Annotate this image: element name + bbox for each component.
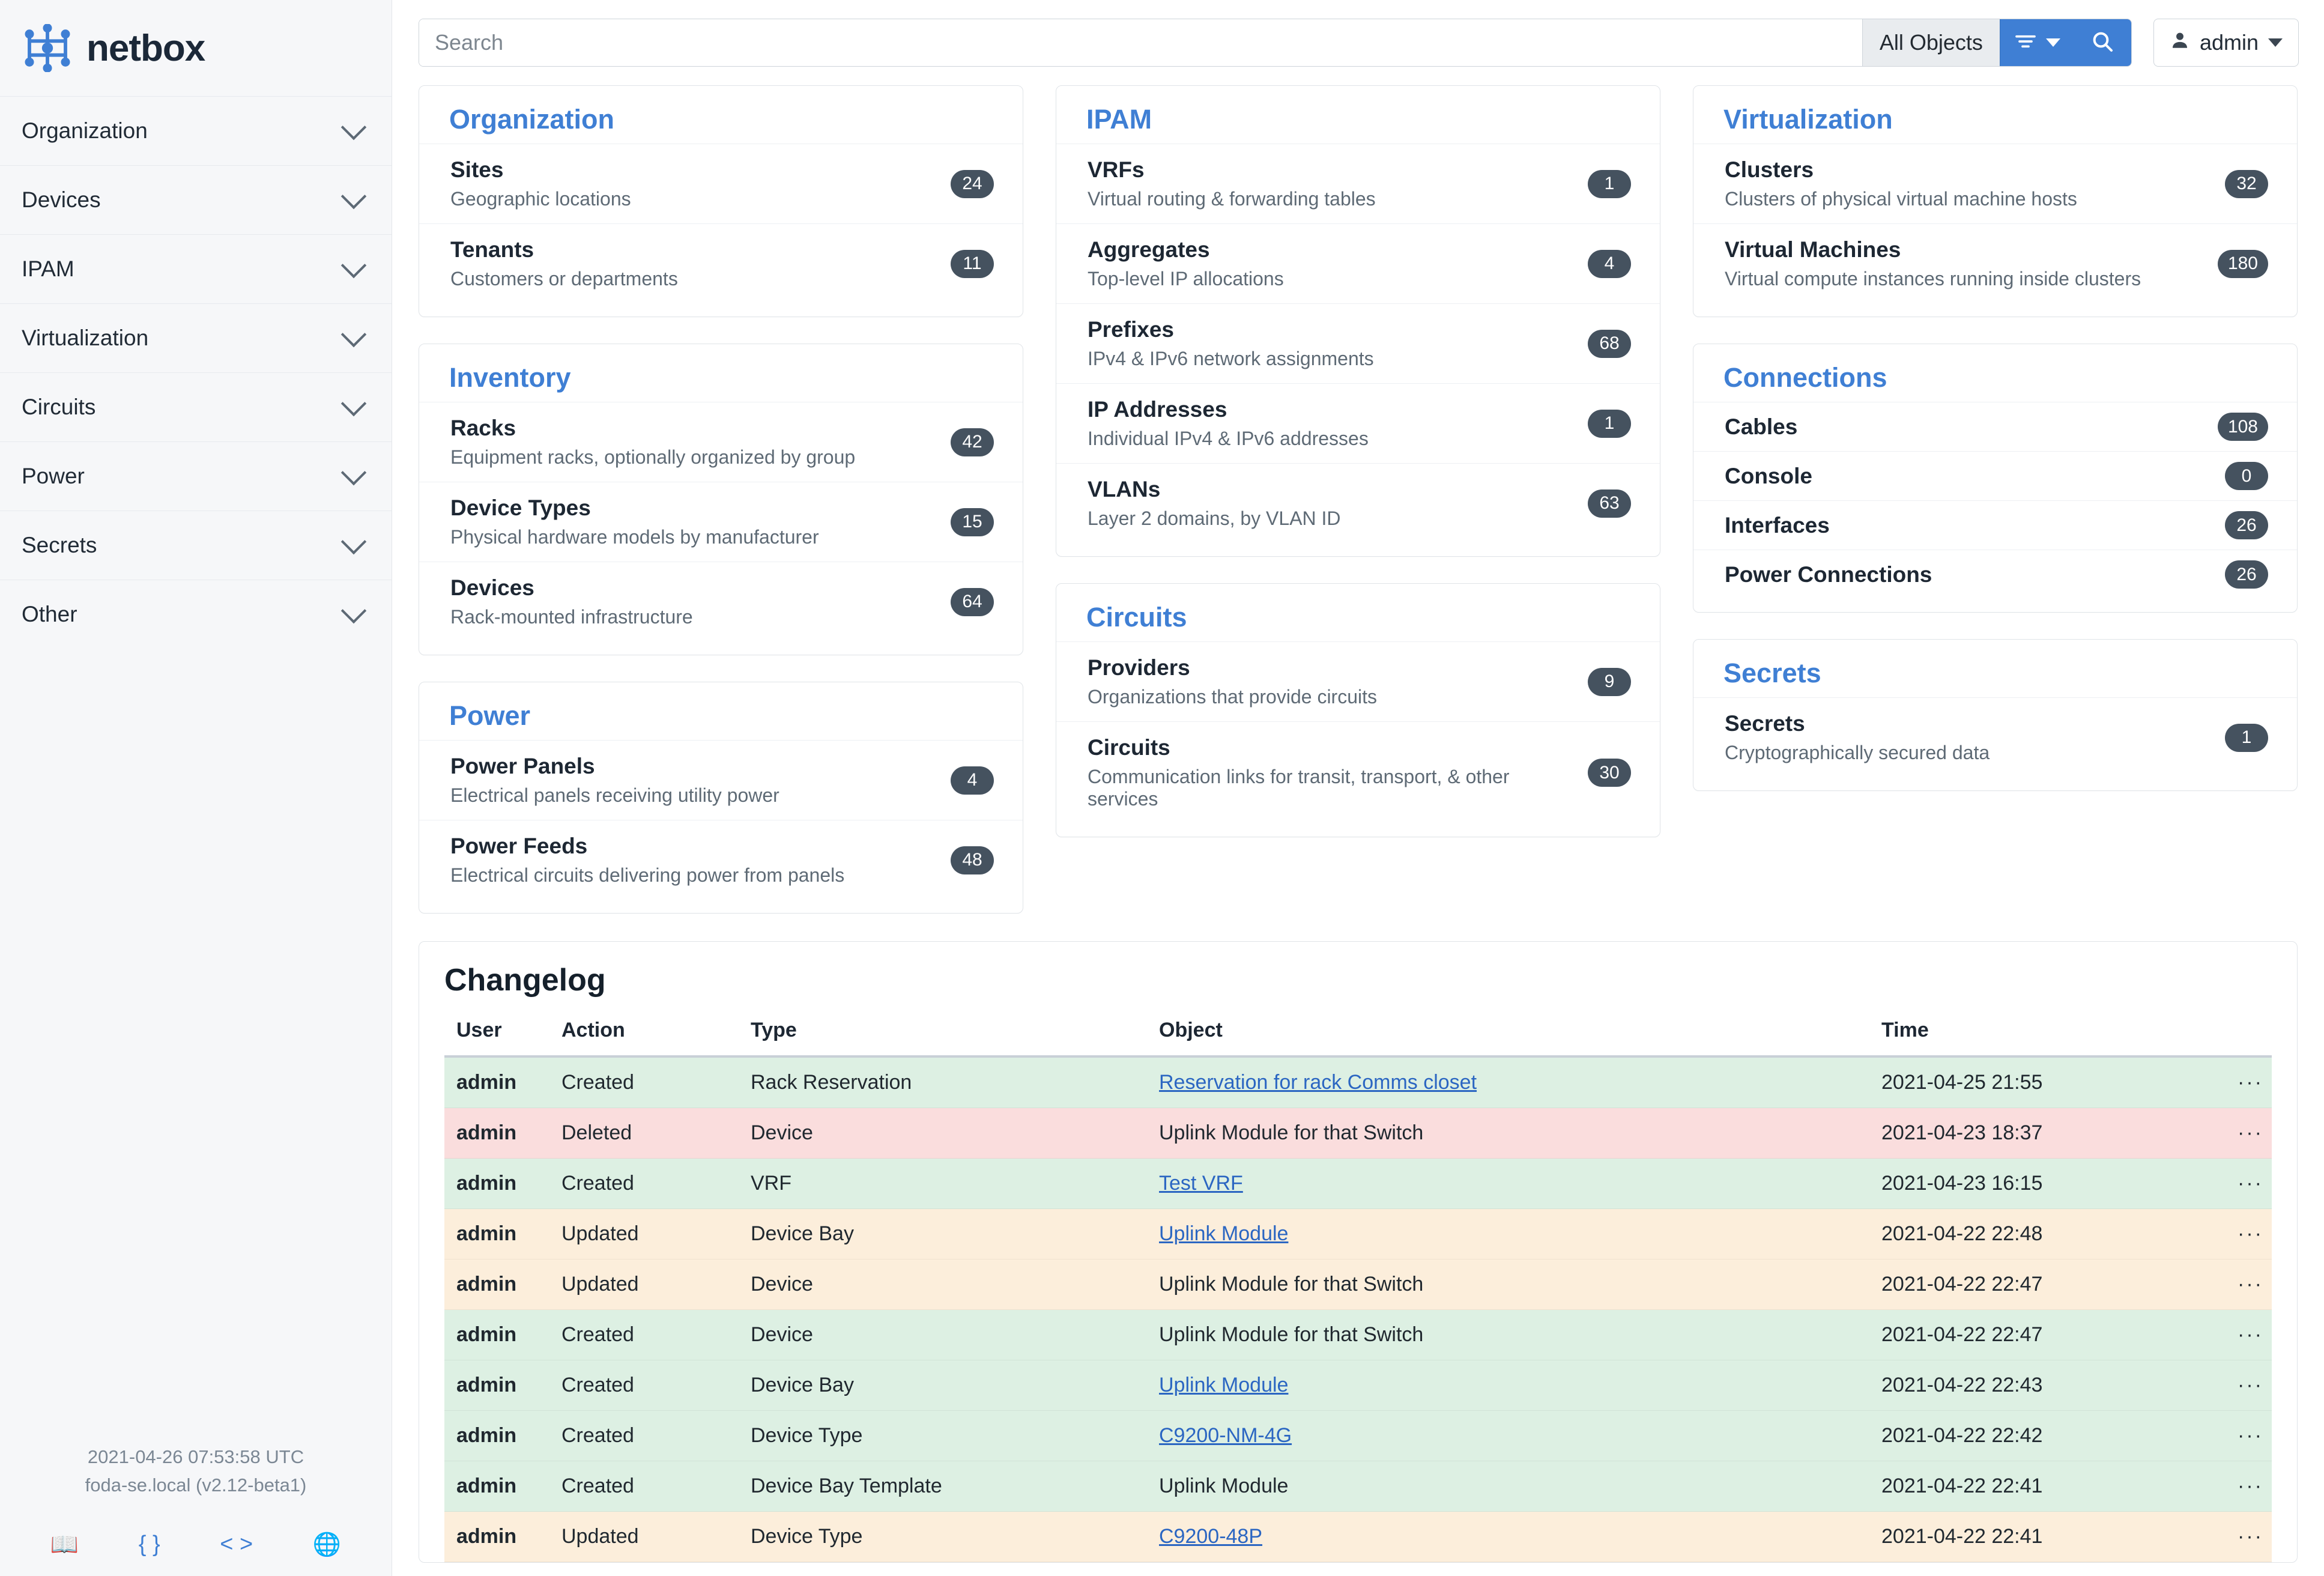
row-cables[interactable] (1693, 402, 2297, 451)
card-circuits (1056, 583, 1660, 837)
card-rows (1693, 144, 2297, 303)
card-virtualization (1693, 85, 2298, 317)
row-clusters[interactable] (1693, 144, 2297, 223)
cell-type: Device Bay (739, 1209, 1147, 1259)
row-power-panels[interactable] (419, 740, 1023, 820)
row-count-badge: 64 (951, 588, 994, 616)
row-console[interactable] (1693, 451, 2297, 500)
row-count-badge: 180 (2218, 250, 2268, 278)
row-menu-button[interactable]: ··· (2206, 1461, 2272, 1512)
table-row[interactable] (444, 1056, 2272, 1108)
cell-object: Uplink Module for that Switch (1147, 1259, 1869, 1310)
card-rows (1693, 697, 2297, 777)
braces-icon[interactable]: { } (138, 1532, 160, 1557)
sidebar-item-organization[interactable] (0, 96, 392, 165)
row-menu-button[interactable]: ··· (2206, 1056, 2272, 1108)
row-count-badge: 32 (2225, 170, 2268, 198)
sidebar-item-circuits[interactable] (0, 372, 392, 441)
changelog-title: Changelog (444, 963, 606, 998)
footer-version: foda-se.local (v2.12-beta1) (85, 1474, 307, 1496)
sidebar-icon-bar (0, 1532, 392, 1558)
chevron-down-icon (341, 598, 366, 623)
row-count-badge: 26 (2225, 560, 2268, 589)
row-description: Top-level IP allocations (1088, 268, 1284, 289)
row-count-badge: 26 (2225, 511, 2268, 539)
row-count-badge: 42 (951, 428, 994, 456)
cell-user: admin (444, 1056, 549, 1108)
cell-user: admin (444, 1108, 549, 1159)
sidebar-item-virtualization[interactable] (0, 303, 392, 372)
card-inventory (419, 344, 1023, 655)
cell-time: 2021-04-22 22:41 (1869, 1461, 2206, 1512)
row-label: Aggregates (1088, 237, 1210, 262)
card-connections (1693, 344, 2298, 613)
filter-button[interactable] (2000, 19, 2074, 66)
cell-user: admin (444, 1259, 549, 1310)
row-description: Layer 2 domains, by VLAN ID (1088, 508, 1341, 529)
cell-type: Rack Reservation (739, 1056, 1147, 1108)
cell-action: Created (549, 1056, 739, 1108)
cell-type: Device Type (739, 1411, 1147, 1461)
dashboard-content (392, 85, 2324, 1576)
row-count-badge: 108 (2218, 413, 2268, 441)
filter-icon (2014, 31, 2038, 55)
cell-object[interactable] (1147, 1056, 1869, 1108)
main-area (392, 0, 2324, 1576)
table-row[interactable] (444, 1159, 2272, 1209)
chevron-down-icon (341, 115, 366, 140)
row-label: Racks (450, 416, 516, 440)
card-rows (419, 740, 1023, 900)
cell-action: Created (549, 1461, 739, 1512)
row-menu-button[interactable]: ··· (2206, 1209, 2272, 1259)
row-label: VLANs (1088, 477, 1161, 502)
cell-time: 2021-04-25 21:55 (1869, 1056, 2206, 1108)
row-count-badge: 15 (951, 508, 994, 536)
object-link[interactable]: C9200-48P (1159, 1525, 1263, 1548)
cell-user: admin (444, 1310, 549, 1360)
row-tenants[interactable] (419, 223, 1023, 303)
chevron-down-icon (341, 529, 366, 554)
cell-time: 2021-04-23 16:15 (1869, 1159, 2206, 1209)
table-row[interactable] (444, 1411, 2272, 1461)
row-vlans[interactable] (1056, 463, 1660, 543)
cell-type: Device (739, 1108, 1147, 1159)
row-description: Customers or departments (450, 268, 678, 289)
sidebar-footer (0, 1443, 392, 1499)
user-menu-label: admin (2199, 30, 2259, 55)
row-virtual-machines[interactable] (1693, 223, 2297, 303)
cards-column-left (419, 85, 1023, 914)
row-label: Providers (1088, 655, 1190, 680)
card-title[interactable]: Connections (1723, 362, 1887, 393)
cards-column-middle (1056, 85, 1660, 837)
cell-time: 2021-04-22 22:41 (1869, 1512, 2206, 1562)
changelog-panel (419, 941, 2298, 1563)
card-rows (419, 144, 1023, 303)
cell-object[interactable] (1147, 1209, 1869, 1259)
row-description: Electrical panels receiving utility power (450, 784, 779, 806)
sidebar (0, 0, 392, 1576)
row-count-badge: 24 (951, 170, 994, 198)
row-count-badge: 30 (1588, 759, 1631, 787)
cell-type: VRF (739, 1159, 1147, 1209)
row-count-badge: 48 (951, 846, 994, 874)
cell-action: Updated (549, 1209, 739, 1259)
row-description: Virtual compute instances running inside clusters (1725, 268, 2141, 289)
book-icon[interactable]: 📖 (50, 1532, 79, 1557)
user-icon (2170, 30, 2190, 56)
row-count-badge: 11 (951, 250, 994, 278)
changelog-table (444, 1019, 2272, 1562)
object-link[interactable]: C9200-NM-4G (1159, 1424, 1292, 1447)
row-label: Power Feeds (450, 834, 588, 858)
changelog-body (444, 1056, 2272, 1562)
row-description: Physical hardware models by manufacturer (450, 526, 819, 548)
table-row[interactable] (444, 1108, 2272, 1159)
row-menu-button[interactable]: ··· (2206, 1159, 2272, 1209)
cell-type: Device Bay Template (739, 1461, 1147, 1512)
chevron-down-icon (341, 184, 366, 209)
row-menu-button[interactable]: ··· (2206, 1259, 2272, 1310)
table-header-row (444, 1019, 2272, 1056)
sidebar-item-secrets[interactable] (0, 511, 392, 580)
table-row[interactable] (444, 1461, 2272, 1512)
chevron-down-icon (2046, 38, 2060, 47)
row-label: Secrets (1725, 711, 1805, 736)
row-count-badge: 4 (951, 766, 994, 795)
sidebar-item-power[interactable] (0, 441, 392, 511)
row-description: Geographic locations (450, 188, 631, 210)
column-header-actions (2206, 1019, 2272, 1056)
cell-object: Uplink Module for that Switch (1147, 1108, 1869, 1159)
table-row[interactable] (444, 1512, 2272, 1562)
row-label: IP Addresses (1088, 397, 1227, 422)
row-count-badge: 0 (2225, 462, 2268, 490)
cell-object[interactable] (1147, 1159, 1869, 1209)
row-devices[interactable] (419, 562, 1023, 641)
user-menu-button[interactable] (2153, 19, 2299, 67)
row-description: Clusters of physical virtual machine hosts (1725, 188, 2077, 210)
card-rows (1056, 144, 1660, 543)
cell-time: 2021-04-22 22:48 (1869, 1209, 2206, 1259)
cell-time: 2021-04-22 22:43 (1869, 1360, 2206, 1411)
cell-user: admin (444, 1411, 549, 1461)
card-secrets (1693, 639, 2298, 791)
sidebar-item-label: Power (22, 464, 85, 488)
row-power-feeds[interactable] (419, 820, 1023, 900)
column-header-time: Time (1869, 1019, 2206, 1056)
row-providers[interactable] (1056, 641, 1660, 721)
row-label: Virtual Machines (1725, 237, 1901, 262)
row-count-badge: 68 (1588, 330, 1631, 358)
row-device-types[interactable] (419, 482, 1023, 562)
cell-user: admin (444, 1209, 549, 1259)
cell-object: Uplink Module (1147, 1461, 1869, 1512)
search-scope-dropdown[interactable] (1862, 19, 2000, 66)
row-menu-button[interactable]: ··· (2206, 1411, 2272, 1461)
search-icon (2090, 29, 2114, 56)
search-scope-label: All Objects (1879, 30, 1983, 55)
cell-action: Created (549, 1159, 739, 1209)
row-interfaces[interactable] (1693, 500, 2297, 550)
cell-time: 2021-04-22 22:42 (1869, 1411, 2206, 1461)
row-ip-addresses[interactable] (1056, 383, 1660, 463)
row-vrfs[interactable] (1056, 144, 1660, 223)
column-header-object: Object (1147, 1019, 1869, 1056)
object-link[interactable]: Uplink Module (1159, 1374, 1289, 1396)
row-description: Electrical circuits delivering power from panels (450, 864, 845, 886)
row-count-badge: 1 (1588, 170, 1631, 198)
table-row[interactable] (444, 1209, 2272, 1259)
cell-user: admin (444, 1159, 549, 1209)
row-label: Device Types (450, 496, 591, 520)
row-description: Cryptographically secured data (1725, 742, 1990, 763)
row-menu-button[interactable]: ··· (2206, 1360, 2272, 1411)
card-title[interactable]: Virtualization (1723, 104, 1893, 135)
cell-object[interactable] (1147, 1411, 1869, 1461)
cell-type: Device (739, 1259, 1147, 1310)
row-label: Devices (450, 575, 534, 600)
sidebar-item-label: Virtualization (22, 326, 149, 350)
row-aggregates[interactable] (1056, 223, 1660, 303)
brand-name: netbox (86, 27, 205, 69)
globe-icon[interactable]: 🌐 (312, 1532, 342, 1557)
sidebar-item-label: IPAM (22, 256, 74, 281)
row-menu-button[interactable]: ··· (2206, 1108, 2272, 1159)
row-count-badge: 1 (1588, 410, 1631, 438)
row-label: Cables (1725, 414, 1798, 439)
cell-action: Updated (549, 1512, 739, 1562)
column-header-type: Type (739, 1019, 1147, 1056)
search-bar (419, 19, 2132, 67)
sidebar-item-devices[interactable] (0, 165, 392, 234)
column-header-action: Action (549, 1019, 739, 1056)
sidebar-item-label: Devices (22, 187, 101, 212)
sidebar-item-other[interactable] (0, 580, 392, 649)
card-title[interactable]: Inventory (449, 362, 571, 393)
card-organization (419, 85, 1023, 317)
card-rows (419, 402, 1023, 641)
card-rows (1056, 641, 1660, 823)
netbox-logo-icon (22, 24, 73, 72)
row-count-badge: 9 (1588, 668, 1631, 696)
search-input[interactable] (419, 19, 1862, 66)
row-secrets[interactable] (1693, 697, 2297, 777)
cell-object: Uplink Module for that Switch (1147, 1310, 1869, 1360)
sidebar-item-ipam[interactable] (0, 234, 392, 303)
row-menu-button[interactable]: ··· (2206, 1512, 2272, 1562)
object-link[interactable]: Reservation for rack Comms closet (1159, 1071, 1477, 1094)
row-sites[interactable] (419, 144, 1023, 223)
row-circuits[interactable] (1056, 721, 1660, 823)
card-power (419, 682, 1023, 914)
row-menu-button[interactable]: ··· (2206, 1310, 2272, 1360)
cell-object[interactable] (1147, 1512, 1869, 1562)
row-label: Console (1725, 463, 1812, 488)
cell-time: 2021-04-23 18:37 (1869, 1108, 2206, 1159)
cell-user: admin (444, 1512, 549, 1562)
row-count-badge: 1 (2225, 724, 2268, 752)
row-description: Communication links for transit, transport, & other services (1088, 766, 1510, 810)
cell-time: 2021-04-22 22:47 (1869, 1310, 2206, 1360)
cell-user: admin (444, 1360, 549, 1411)
cell-type: Device Bay (739, 1360, 1147, 1411)
table-row[interactable] (444, 1310, 2272, 1360)
table-row[interactable] (444, 1360, 2272, 1411)
card-ipam (1056, 85, 1660, 557)
topbar (392, 0, 2324, 85)
dashboard-cards (419, 85, 2298, 914)
card-title[interactable]: Power (449, 700, 531, 731)
row-description: Virtual routing & forwarding tables (1088, 188, 1376, 210)
row-description: Equipment racks, optionally organized by group (450, 446, 856, 468)
row-label: Power Connections (1725, 562, 1932, 587)
sidebar-item-label: Secrets (22, 533, 97, 557)
row-description: IPv4 & IPv6 network assignments (1088, 348, 1374, 369)
chevron-down-icon (341, 460, 366, 485)
cell-action: Created (549, 1310, 739, 1360)
cell-time: 2021-04-22 22:47 (1869, 1259, 2206, 1310)
row-label: VRFs (1088, 157, 1145, 182)
cell-action: Deleted (549, 1108, 739, 1159)
row-label: Sites (450, 157, 504, 182)
row-label: Tenants (450, 237, 534, 262)
cell-object[interactable] (1147, 1360, 1869, 1411)
row-count-badge: 4 (1588, 250, 1631, 278)
card-rows (1693, 402, 2297, 599)
cell-type: Device (739, 1310, 1147, 1360)
row-label: Power Panels (450, 754, 595, 778)
row-label: Clusters (1725, 157, 1814, 182)
cell-type: Device Type (739, 1512, 1147, 1562)
table-row[interactable] (444, 1259, 2272, 1310)
chevron-down-icon (341, 253, 366, 278)
cell-action: Created (549, 1360, 739, 1411)
search-submit-button[interactable] (2074, 19, 2131, 66)
row-description: Organizations that provide circuits (1088, 686, 1377, 708)
sidebar-item-label: Organization (22, 118, 148, 143)
row-description: Rack-mounted infrastructure (450, 606, 693, 628)
object-link[interactable]: Test VRF (1159, 1172, 1243, 1195)
cell-user: admin (444, 1461, 549, 1512)
row-label: Prefixes (1088, 317, 1174, 342)
row-description: Individual IPv4 & IPv6 addresses (1088, 428, 1369, 449)
row-label: Interfaces (1725, 512, 1830, 538)
chevron-down-icon (341, 391, 366, 416)
object-link[interactable]: Uplink Module (1159, 1222, 1289, 1245)
row-power-connections[interactable] (1693, 550, 2297, 599)
card-title[interactable]: Secrets (1723, 658, 1821, 688)
footer-timestamp: 2021-04-26 07:53:58 UTC (87, 1446, 304, 1467)
chevron-down-icon (2268, 38, 2283, 47)
row-racks[interactable] (419, 402, 1023, 482)
code-icon[interactable]: < > (220, 1532, 253, 1557)
cards-column-right (1693, 85, 2298, 791)
column-header-user: User (444, 1019, 549, 1056)
card-title[interactable]: Organization (449, 104, 615, 135)
sidebar-item-label: Other (22, 602, 77, 626)
chevron-down-icon (341, 322, 366, 347)
row-label: Circuits (1088, 735, 1170, 760)
card-title[interactable]: Circuits (1086, 602, 1187, 632)
row-prefixes[interactable] (1056, 303, 1660, 383)
sidebar-item-label: Circuits (22, 395, 96, 419)
cell-action: Created (549, 1411, 739, 1461)
row-count-badge: 63 (1588, 489, 1631, 518)
brand[interactable] (0, 0, 392, 96)
card-title[interactable]: IPAM (1086, 104, 1152, 135)
cell-action: Updated (549, 1259, 739, 1310)
